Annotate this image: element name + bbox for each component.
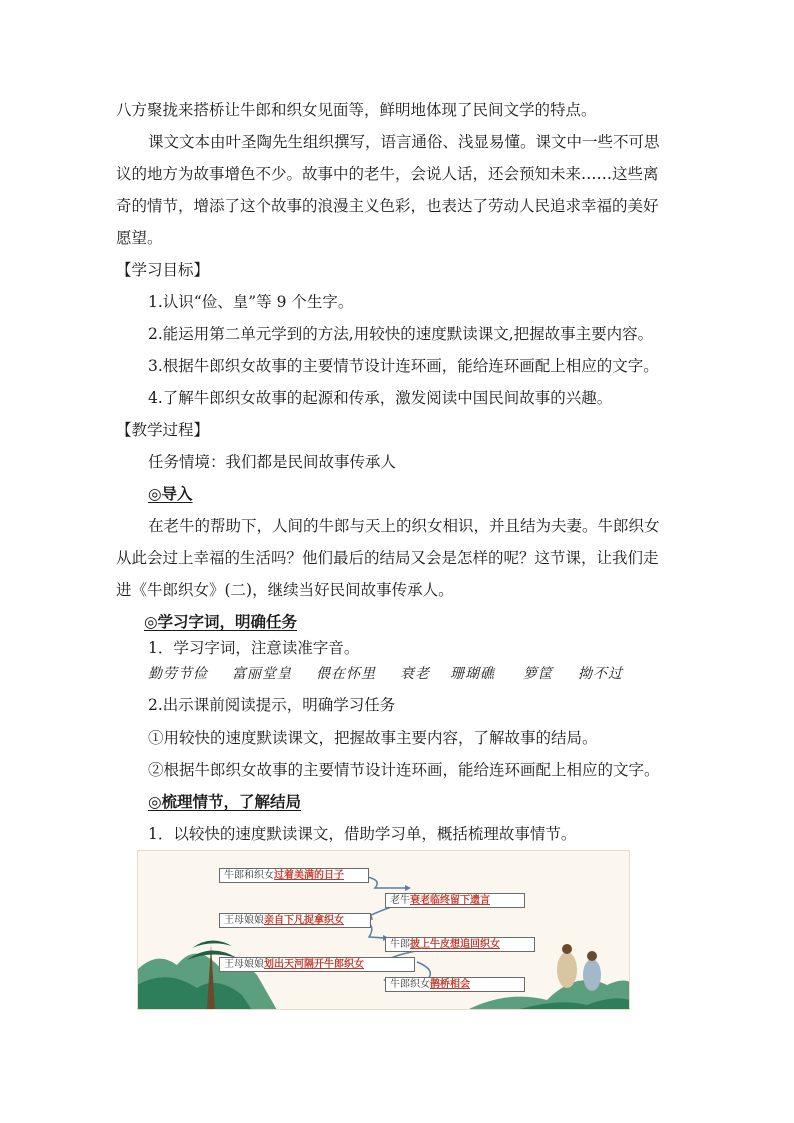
task-context: 任务情境：我们都是民间故事传承人 <box>148 453 397 471</box>
vocab-word: 衰老 <box>400 666 430 682</box>
objective-item: 3.根据牛郎织女故事的主要情节设计连环画，能给连环画配上相应的文字。 <box>148 357 659 375</box>
vocab-word: 箩筐 <box>523 666 553 682</box>
paragraph-line: 八方聚拢来搭桥让牛郎和织女见面等，鲜明地体现了民间文学的特点。 <box>116 101 597 119</box>
plot-event: 过着美满的日子 <box>274 870 344 881</box>
paragraph-line: 奇的情节，增添了这个故事的浪漫主义色彩，也表达了劳动人民追求幸福的美好 <box>116 197 659 215</box>
plot-step-box <box>385 977 525 992</box>
objective-item: 4.了解牛郎织女故事的起源和传承，激发阅读中国民间故事的兴趣。 <box>148 389 613 407</box>
vocab-word: 勤劳节俭 <box>148 666 208 682</box>
objective-item: 2.能运用第二单元学到的方法,用较快的速度默读课文,把握故事主要内容。 <box>148 325 654 343</box>
list-item: 1．以较快的速度默读课文，借助学习单，概括梳理故事情节。 <box>148 825 577 843</box>
process-heading: 【教学过程】 <box>116 421 210 439</box>
vocab-word: 珊瑚礁 <box>450 666 495 682</box>
plot-actor: 老牛 <box>390 895 410 906</box>
paragraph-line: 课文文本由叶圣陶先生组织撰写，语言通俗、浅显易懂。课文中一些不可思 <box>148 133 660 151</box>
plot-actor: 王母娘娘 <box>224 915 264 926</box>
plot-step-box <box>219 913 371 928</box>
plot-event: 亲自下凡捉拿织女 <box>264 915 344 926</box>
plot-step-box <box>385 893 525 908</box>
list-item: 2.出示课前阅读提示，明确学习任务 <box>148 696 396 714</box>
section-title-plot: ◎梳理情节，了解结局 <box>148 792 302 811</box>
paragraph-line: 议的地方为故事增色不少。故事中的老牛，会说人话，还会预知未来……这些离 <box>116 165 659 183</box>
plot-event: 划出天河隔开牛郎织女 <box>264 959 364 970</box>
paragraph-line: 进《牛郎织女》(二)，继续当好民间故事传承人。 <box>116 581 454 599</box>
section-title-intro: ◎导入 <box>148 484 193 503</box>
objectives-heading: 【学习目标】 <box>116 261 210 279</box>
vocab-word: 富丽堂皇 <box>232 666 292 682</box>
plot-event: 鹊桥相会 <box>430 979 470 990</box>
task-item: ②根据牛郎织女故事的主要情节设计连环画，能给连环画配上相应的文字。 <box>148 761 660 779</box>
paragraph-line: 愿望。 <box>116 229 163 247</box>
plot-worksheet-figure <box>137 850 630 1010</box>
plot-step-box <box>219 868 369 883</box>
task-item: ①用较快的速度默读课文，把握故事主要内容，了解故事的结局。 <box>148 729 598 747</box>
objective-item: 1.认识“俭、皇”等 9 个生字。 <box>148 293 354 311</box>
section-title-vocab: ◎学习字词，明确任务 <box>144 612 298 631</box>
plot-actor: 牛郎织女 <box>390 979 430 990</box>
figure-border <box>137 850 630 1010</box>
plot-step-box <box>219 957 415 972</box>
vocab-word: 偎在怀里 <box>316 666 376 682</box>
list-item: 1．学习字词，注意读准字音。 <box>148 639 360 657</box>
plot-actor: 王母娘娘 <box>224 959 264 970</box>
plot-event: 披上牛皮想追回织女 <box>410 939 500 950</box>
paragraph-line: 从此会过上幸福的生活吗？他们最后的结局又会是怎样的呢？这节课，让我们走 <box>116 549 659 567</box>
paragraph-line: 在老牛的帮助下，人间的牛郎与天上的织女相识，并且结为夫妻。牛郎织女 <box>148 517 660 535</box>
plot-event: 衰老临终留下遗言 <box>410 895 490 906</box>
plot-actor: 牛郎 <box>390 939 410 950</box>
plot-actor: 牛郎和织女 <box>224 870 274 881</box>
vocab-word: 拗不过 <box>578 666 623 682</box>
plot-step-box <box>385 937 535 952</box>
